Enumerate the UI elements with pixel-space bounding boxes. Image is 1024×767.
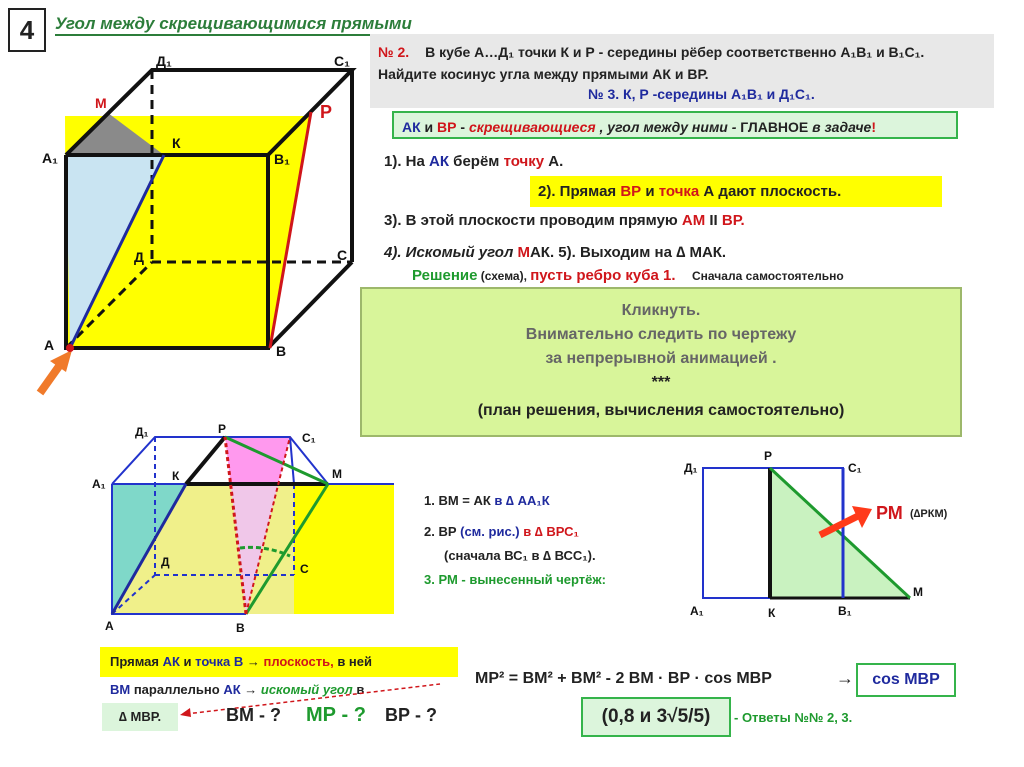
- label2-d1: Д₁: [135, 425, 149, 439]
- solution-word: Решение: [412, 267, 478, 284]
- hint-in-task: в задаче: [808, 119, 872, 135]
- label-a: А: [44, 337, 55, 353]
- cube-diagram-top: [0, 40, 370, 400]
- cos-box: cos МВР: [856, 663, 956, 697]
- label-k: К: [172, 135, 181, 151]
- hint-box: [392, 111, 958, 139]
- formula-arrow: →: [836, 668, 854, 688]
- pm-label: РМ: [876, 503, 903, 523]
- point-a: [66, 344, 74, 352]
- label3-m: М: [913, 585, 923, 599]
- solution-step-2: [424, 524, 579, 539]
- step2-point: точка: [658, 183, 700, 200]
- label-b1: В₁: [274, 151, 290, 167]
- label2-a1: А₁: [92, 477, 106, 491]
- hint-excl: !: [871, 119, 876, 135]
- unknowns: [226, 704, 437, 727]
- task2-line1: [378, 44, 924, 60]
- slide-number: 4: [8, 8, 46, 52]
- b1-ak: АК: [162, 654, 180, 669]
- step1-c: берём: [449, 153, 504, 170]
- pm-small: (∆РКМ): [910, 508, 948, 520]
- label2-d: Д: [161, 555, 170, 569]
- solution-edge: пусть ребро куба 1.: [530, 267, 676, 284]
- solution-step-1: [424, 493, 550, 508]
- unknown-bp: ВР - ?: [385, 705, 438, 725]
- step-3: [384, 212, 745, 229]
- task3-text: № 3. К, Р -середины А₁В₁ и Д₁С₁.: [588, 86, 815, 102]
- b2-in: в: [352, 682, 365, 697]
- b1-plane: плоскость,: [263, 654, 334, 669]
- step4-m: М: [517, 244, 530, 261]
- bottom-line-1: [110, 654, 372, 669]
- b1-a: Прямая: [110, 654, 163, 669]
- label-m: М: [95, 95, 107, 111]
- step4-ak: АК.: [529, 244, 555, 261]
- b2-par: параллельно: [130, 682, 224, 697]
- label2-k: К: [172, 469, 180, 483]
- b2-angle: искомый угол: [260, 682, 353, 697]
- b1-c: и: [179, 654, 196, 669]
- step3-par: II: [705, 212, 722, 229]
- cube-diagram-bottom: [90, 420, 400, 635]
- label-b: В: [276, 343, 287, 359]
- label-d: Д: [134, 249, 144, 265]
- label3-d1: Д₁: [684, 461, 698, 475]
- label3-k: К: [768, 606, 776, 620]
- label-c: С: [337, 247, 348, 263]
- triangle-mbp-box: ∆ МВР.: [102, 703, 178, 731]
- formula: МР² = ВМ² + ВМ² - 2 ВМ · ВР · cos МВР: [475, 670, 772, 687]
- hint-bp: ВР: [437, 119, 457, 135]
- hint-dash: -: [456, 119, 469, 135]
- b2-ak: АК: [223, 682, 241, 697]
- hint-angle: , угол между ними -: [595, 119, 741, 135]
- label3-c1: С₁: [848, 461, 862, 475]
- b1-point: точка В: [195, 654, 244, 669]
- step1-ak: АК: [429, 153, 450, 170]
- note-plan: (план решения, вычисления самостоятельно): [477, 402, 845, 419]
- label-a1: А₁: [42, 150, 58, 166]
- step2-e: А дают плоскость.: [699, 183, 842, 200]
- unknown-bm: ВМ - ?: [226, 705, 281, 725]
- label2-c1: С₁: [302, 431, 316, 445]
- b1-in: в ней: [333, 654, 373, 669]
- note-animation: за непрерывной анимацией .: [545, 350, 777, 367]
- label-d1: Д₁: [156, 53, 172, 69]
- step1-a: 1). На: [384, 153, 430, 170]
- label-c1: С₁: [334, 53, 350, 69]
- b1-arrow: →: [243, 654, 264, 669]
- label3-b1: В₁: [838, 604, 852, 618]
- b2-arrow: →: [240, 682, 261, 697]
- step4-a: 4). Искомый угол: [384, 244, 518, 261]
- square-diagram: [680, 445, 940, 620]
- task-box: [370, 34, 994, 108]
- step1-point: точку: [503, 153, 545, 170]
- solution-step-2b: (сначала ВС₁ в ∆ ВСС₁).: [444, 548, 596, 563]
- task2-line2: Найдите косинус угла между прямыми АК и ВР.: [378, 66, 709, 82]
- slide-title: Угол между скрещивающимися прямыми: [55, 14, 418, 36]
- label3-a1: А₁: [690, 604, 704, 618]
- sol1-b: в ∆ АА₁К: [490, 493, 550, 508]
- unknown-mp: МР - ?: [306, 704, 366, 726]
- hint-ak: АК: [402, 119, 421, 135]
- step-2: [530, 176, 942, 207]
- label3-p: Р: [764, 449, 773, 463]
- sol2-a: 2. ВР: [424, 524, 457, 539]
- sol2-c: в ∆ ВРС₁: [519, 524, 579, 539]
- label2-m: М: [332, 467, 342, 481]
- line-kp: [186, 437, 225, 484]
- animation-note-box[interactable]: [360, 287, 962, 437]
- label2-b: В: [236, 621, 245, 635]
- hint-skew: скрещивающиеся: [468, 119, 596, 135]
- step4-triangle: 5). Выходим на ∆ МАК.: [554, 244, 727, 261]
- step2-c: и: [641, 183, 659, 200]
- solution-scheme: (схема),: [477, 269, 531, 283]
- step3-a: 3). В этой плоскости проводим прямую: [384, 212, 682, 229]
- note-follow: Внимательно следить по чертежу: [525, 326, 797, 343]
- step3-am: АМ: [681, 212, 706, 229]
- hint-main: ГЛАВНОЕ: [740, 119, 809, 135]
- hint-and: и: [420, 119, 438, 135]
- note-click: Кликнуть.: [621, 302, 701, 319]
- solution-step-3: 3. РМ - вынесенный чертёж:: [424, 572, 606, 587]
- step3-bp: ВР.: [721, 212, 745, 229]
- answers-box: (0,8 и 3√5/5): [581, 697, 731, 737]
- step2-bp: ВР: [620, 183, 642, 200]
- label2-a: А: [105, 619, 114, 633]
- step-solution: [412, 267, 844, 285]
- task2-text: В кубе А…Д₁ точки К и Р - середины рёбер соответственно А₁В₁ и В₁С₁.: [425, 44, 925, 60]
- step2-a: 2). Прямая: [538, 183, 621, 200]
- label2-c: С: [300, 562, 309, 576]
- sol1-a: 1. ВМ = АК: [424, 493, 491, 508]
- step1-e: А.: [544, 153, 564, 170]
- label-p: Р: [320, 102, 333, 122]
- answers-note: - Ответы №№ 2, 3.: [734, 710, 853, 725]
- solution-self: Сначала самостоятельно: [692, 269, 844, 283]
- label2-p: Р: [218, 422, 227, 436]
- step-4: [384, 244, 726, 261]
- task2-number: № 2.: [378, 44, 410, 60]
- step-1: [384, 153, 563, 170]
- sol2-b: (см. рис.): [456, 524, 520, 539]
- note-stars: ***: [651, 374, 671, 391]
- b2-bm: ВМ: [110, 682, 131, 697]
